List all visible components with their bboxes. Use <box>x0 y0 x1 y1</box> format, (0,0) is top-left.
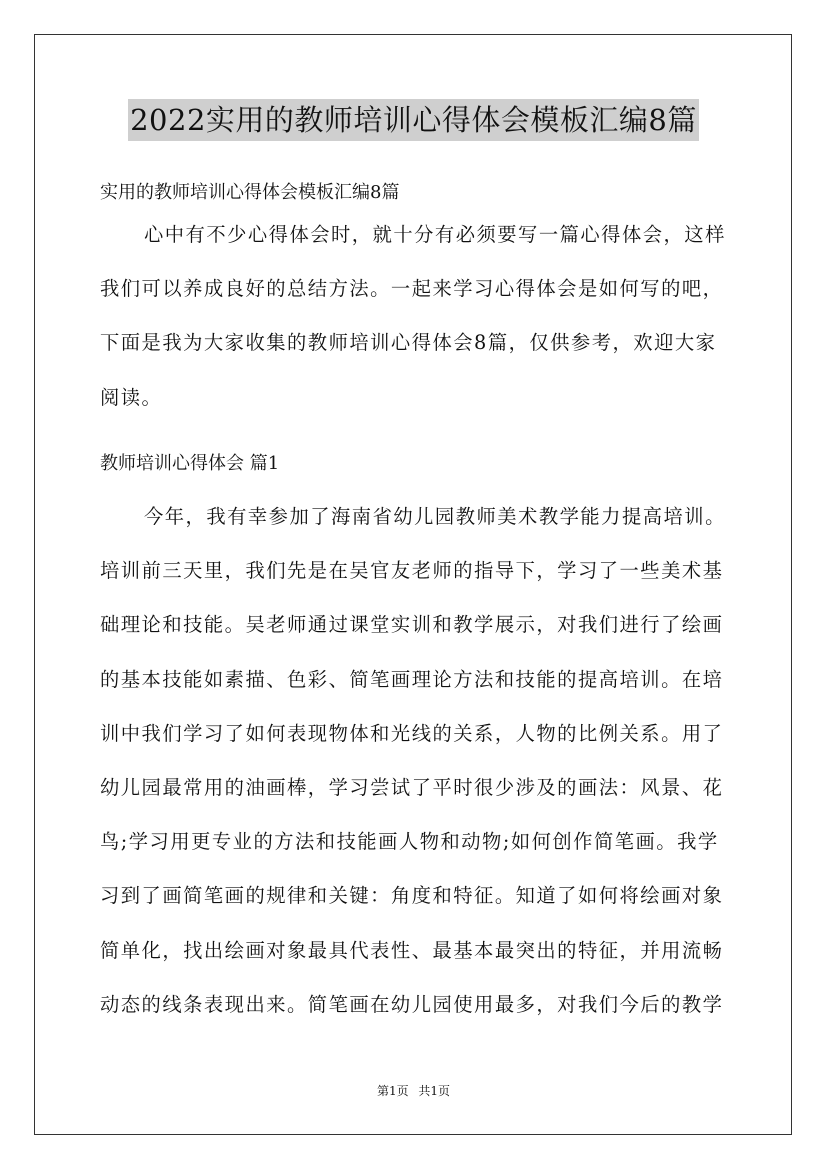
body-line: 动态的线条表现出来。简笔画在幼儿园使用最多，对我们今后的教学 <box>100 992 724 1016</box>
body-line: 习到了画简笔画的规律和关键：角度和特征。知道了如何将绘画对象 <box>100 884 724 908</box>
page-number-total: 共1页 <box>418 1084 451 1098</box>
document-title: 2022实用的教师培训心得体会模板汇编8篇 <box>128 99 699 141</box>
intro-line: 下面是我为大家收集的教师培训心得体会8篇，仅供参考，欢迎大家 <box>100 331 717 355</box>
intro-line: 阅读。 <box>100 385 163 409</box>
document-subtitle: 实用的教师培训心得体会模板汇编8篇 <box>100 182 400 203</box>
body-line: 训中我们学习了如何表现物体和光线的关系，人物的比例关系。用了 <box>100 721 724 745</box>
intro-line: 心中有不少心得体会时，就十分有必须要写一篇心得体会，这样 <box>144 223 726 246</box>
body-line: 的基本技能如素描、色彩、简笔画理论方法和技能的提高培训。在培 <box>100 667 724 691</box>
body-line: 鸟;学习用更专业的方法和技能画人物和动物;如何创作简笔画。我学 <box>100 830 719 854</box>
body-paragraph <box>100 490 726 1032</box>
body-line: 培训前三天里，我们先是在吴官友老师的指导下，学习了一些美术基 <box>100 559 724 583</box>
page-footer <box>0 1082 827 1100</box>
intro-paragraph <box>100 208 726 425</box>
intro-line: 我们可以养成良好的总结方法。一起来学习心得体会是如何写的吧， <box>100 277 724 301</box>
body-line: 简单化，找出绘画对象最具代表性、最基本最突出的特征，并用流畅 <box>100 938 724 962</box>
title-container <box>0 99 827 141</box>
body-line: 础理论和技能。吴老师通过课堂实训和教学展示，对我们进行了绘画 <box>100 613 724 637</box>
section-heading: 教师培训心得体会 篇1 <box>100 453 280 474</box>
body-line: 幼儿园最常用的油画棒，学习尝试了平时很少涉及的画法：风景、花 <box>100 775 724 799</box>
page-number-current: 第1页 <box>376 1084 409 1098</box>
body-line: 今年，我有幸参加了海南省幼儿园教师美术教学能力提高培训。 <box>144 505 726 528</box>
